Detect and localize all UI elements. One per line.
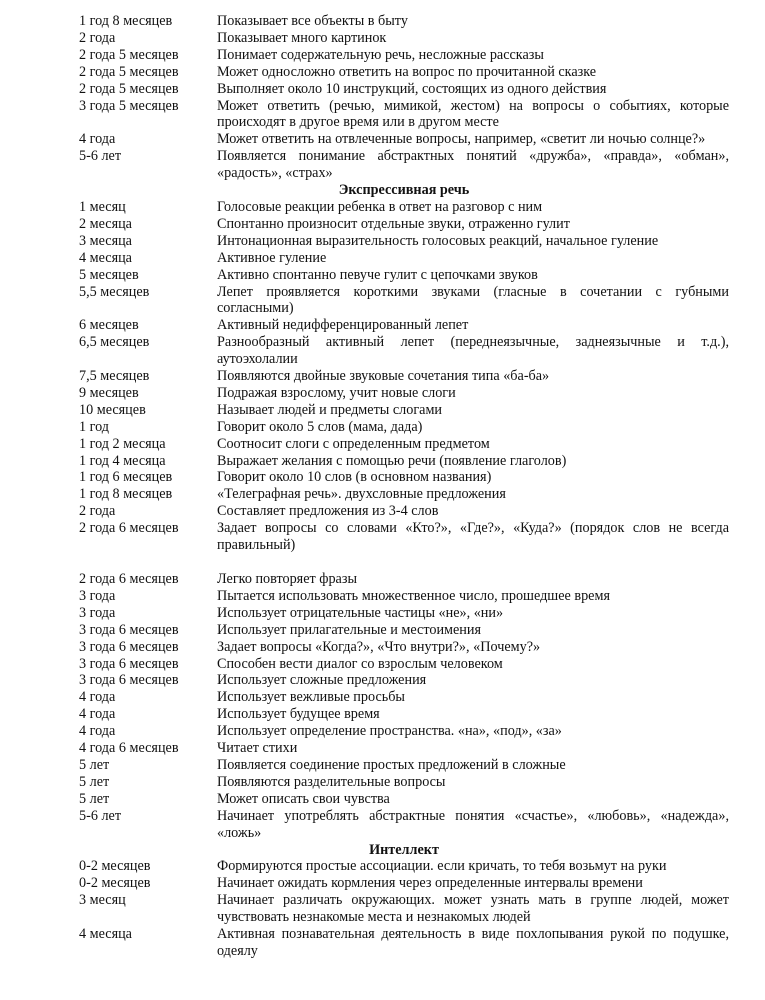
age-cell: 7,5 месяцев <box>79 368 150 385</box>
age-cell: 5 лет <box>79 773 110 790</box>
age-cell: 1 месяц <box>79 198 126 215</box>
description-cell: Задает вопросы со словами «Кто?», «Где?», «Куда?» (порядок слов не всегда правильный) <box>217 520 729 554</box>
description-cell: Может ответить (речью, мимикой, жестом) на вопросы о событиях, которые происходят в другое время или в другом месте <box>217 97 729 131</box>
table-row <box>79 13 729 30</box>
age-cell: 3 месяца <box>79 232 132 249</box>
table-row <box>79 250 729 267</box>
table-row <box>79 639 729 656</box>
heading-expressive-speech: Экспрессивная речь <box>338 182 470 199</box>
table-row <box>79 588 729 605</box>
description-cell: Говорит около 5 слов (мама, дада) <box>217 418 423 435</box>
age-cell: 1 год 8 месяцев <box>79 13 173 29</box>
table-row <box>79 774 729 791</box>
description-cell: Использует прилагательные и местоимения <box>217 621 482 638</box>
table-row <box>79 875 729 892</box>
description-cell: Спонтанно произносит отдельные звуки, отраженно гулит <box>217 215 570 232</box>
table-row <box>79 706 729 723</box>
description-cell: Соотносит слоги с определенным предметом <box>217 435 490 452</box>
age-cell: 0-2 месяцев <box>79 875 151 892</box>
table-row <box>79 30 729 47</box>
description-cell: Использует вежливые просьбы <box>217 689 405 706</box>
age-cell: 1 год 6 месяцев <box>79 469 173 486</box>
age-cell: 0-2 месяцев <box>79 858 151 875</box>
description-cell: Способен вести диалог со взрослым человеком <box>217 655 503 672</box>
description-cell: Выражает желания с помощью речи (появление глаголов) <box>217 452 567 469</box>
age-cell: 3 месяц <box>79 892 126 909</box>
description-cell: Использует определение пространства. «на», «под», «за» <box>217 723 562 740</box>
description-cell: Появляются двойные звуковые сочетания типа «ба-ба» <box>217 368 550 385</box>
description-cell: Легко повторяет фразы <box>217 571 357 587</box>
age-cell: 4 месяца <box>79 249 132 266</box>
table-row <box>79 757 729 774</box>
table-row <box>79 672 729 689</box>
description-cell: Появляется понимание абстрактных понятий «дружба», «правда», «обман», «радость», «страх» <box>217 148 729 182</box>
description-cell: Показывает много картинок <box>217 29 387 46</box>
table-row <box>79 64 729 81</box>
description-cell: Использует сложные предложения <box>217 672 427 689</box>
table-row <box>79 453 729 470</box>
age-cell: 4 года <box>79 689 116 706</box>
description-cell: Интонационная выразительность голосовых реакций, начальное гуление <box>217 232 659 249</box>
table-row <box>79 284 729 318</box>
description-cell: Понимает содержательную речь, несложные рассказы <box>217 46 544 63</box>
table-row <box>79 689 729 706</box>
document-page <box>79 13 729 960</box>
description-cell: Формируются простые ассоциации. если кричать, то тебя возьмут на руки <box>217 858 667 875</box>
table-row <box>79 436 729 453</box>
table-row <box>79 216 729 233</box>
table-row <box>79 131 729 148</box>
description-cell: Использует будущее время <box>217 706 380 723</box>
description-cell: Может описать свои чувства <box>217 790 390 807</box>
description-cell: Говорит около 10 слов (в основном названия) <box>217 469 492 486</box>
description-cell: Голосовые реакции ребенка в ответ на разговор с ним <box>217 198 543 215</box>
table-row <box>79 926 729 960</box>
table-row <box>79 723 729 740</box>
description-cell: Читает стихи <box>217 740 298 757</box>
description-cell: Активная познавательная деятельность в виде похлопывания рукой по подушке, одеялу <box>217 926 729 959</box>
table-row <box>79 791 729 808</box>
age-cell: 5-6 лет <box>79 148 122 165</box>
age-cell: 5 лет <box>79 790 110 807</box>
table-row <box>79 199 729 216</box>
age-cell: 1 год 2 месяца <box>79 435 166 452</box>
table-row <box>79 622 729 639</box>
section-intellect <box>79 858 729 959</box>
description-cell: Пытается использовать множественное число, прошедшее время <box>217 587 610 604</box>
description-cell: Задает вопросы «Когда?», «Что внутри?», «Почему?» <box>217 638 541 655</box>
table-row <box>79 148 729 182</box>
age-cell: 4 года 6 месяцев <box>79 740 179 757</box>
age-cell: 1 год 8 месяцев <box>79 486 173 503</box>
heading-intellect: Интеллект <box>369 841 439 858</box>
description-cell: Называет людей и предметы слогами <box>217 401 443 418</box>
age-cell: 5-6 лет <box>79 807 122 824</box>
age-cell: 4 года <box>79 706 116 723</box>
table-row <box>79 368 729 385</box>
age-cell: 3 года 6 месяцев <box>79 621 179 638</box>
description-cell: Лепет проявляется короткими звуками (гласные в сочетании с губными согласными) <box>217 283 729 317</box>
table-row <box>79 808 729 842</box>
age-cell: 4 месяца <box>79 926 132 943</box>
table-row <box>79 385 729 402</box>
table-row <box>79 740 729 757</box>
description-cell: Активно спонтанно певуче гулит с цепочками звуков <box>217 266 538 283</box>
table-row <box>79 656 729 673</box>
blank-line <box>79 554 729 571</box>
table-row <box>79 402 729 419</box>
table-row <box>79 317 729 334</box>
table-row <box>79 892 729 926</box>
description-cell: Активный недифференцированный лепет <box>217 317 469 334</box>
section-expressive-b <box>79 571 729 842</box>
description-cell: Выполняет около 10 инструкций, состоящих из одного действия <box>217 80 607 97</box>
table-row <box>79 486 729 503</box>
table-row <box>79 267 729 284</box>
age-cell: 2 года 5 месяцев <box>79 63 179 80</box>
description-cell: Использует отрицательные частицы «не», «ни» <box>217 604 504 621</box>
description-cell: Разнообразный активный лепет (переднеязычные, заднеязычные и т.д.), аутоэхолалии <box>217 334 729 368</box>
description-cell: Начинает ожидать кормления через определенные интервалы времени <box>217 875 643 892</box>
table-row <box>79 858 729 875</box>
age-cell: 2 года 5 месяцев <box>79 46 179 63</box>
description-cell: Начинает употреблять абстрактные понятия «счастье», «любовь», «надежда», «ложь» <box>217 807 729 841</box>
age-cell: 2 года 5 месяцев <box>79 80 179 97</box>
table-row <box>79 571 729 588</box>
age-cell: 1 год 4 месяца <box>79 452 166 469</box>
age-cell: 1 год <box>79 418 110 435</box>
section-expressive-a <box>79 199 729 554</box>
age-cell: 9 месяцев <box>79 384 139 401</box>
description-cell: Может односложно ответить на вопрос по прочитанной сказке <box>217 63 597 80</box>
description-cell: Появляется соединение простых предложений в сложные <box>217 756 566 773</box>
description-cell: Может ответить на отвлеченные вопросы, например, «светит ли ночью солнце?» <box>217 131 706 148</box>
table-row <box>79 233 729 250</box>
table-row <box>79 503 729 520</box>
age-cell: 3 года 6 месяцев <box>79 672 179 689</box>
description-cell: Активное гуление <box>217 249 327 266</box>
description-cell: Показывает все объекты в быту <box>217 13 408 29</box>
age-cell: 5,5 месяцев <box>79 283 150 300</box>
age-cell: 10 месяцев <box>79 401 146 418</box>
age-cell: 3 года 6 месяцев <box>79 655 179 672</box>
age-cell: 2 года <box>79 29 116 46</box>
age-cell: 3 года <box>79 604 116 621</box>
age-cell: 2 года <box>79 503 116 520</box>
table-row <box>79 334 729 368</box>
description-cell: Начинает различать окружающих. может узнать мать в группе людей, может чувствовать незнакомые места и незнакомых людей <box>217 892 729 926</box>
table-row <box>79 47 729 64</box>
age-cell: 4 года <box>79 723 116 740</box>
table-row <box>79 419 729 436</box>
section-top <box>79 13 729 182</box>
age-cell: 2 года 6 месяцев <box>79 520 179 537</box>
age-cell: 2 месяца <box>79 215 132 232</box>
age-cell: 2 года 6 месяцев <box>79 571 179 587</box>
age-cell: 6 месяцев <box>79 317 139 334</box>
description-cell: «Телеграфная речь». двухсловные предложения <box>217 486 506 503</box>
table-row <box>79 81 729 98</box>
age-cell: 3 года 6 месяцев <box>79 638 179 655</box>
age-cell: 6,5 месяцев <box>79 334 150 351</box>
age-cell: 4 года <box>79 131 116 148</box>
table-row <box>79 98 729 132</box>
age-cell: 3 года <box>79 587 116 604</box>
table-row <box>79 520 729 554</box>
age-cell: 5 месяцев <box>79 266 139 283</box>
description-cell: Составляет предложения из 3-4 слов <box>217 503 439 520</box>
description-cell: Подражая взрослому, учит новые слоги <box>217 384 456 401</box>
table-row <box>79 605 729 622</box>
description-cell: Появляются разделительные вопросы <box>217 773 446 790</box>
age-cell: 5 лет <box>79 756 110 773</box>
table-row <box>79 469 729 486</box>
age-cell: 3 года 5 месяцев <box>79 97 179 114</box>
